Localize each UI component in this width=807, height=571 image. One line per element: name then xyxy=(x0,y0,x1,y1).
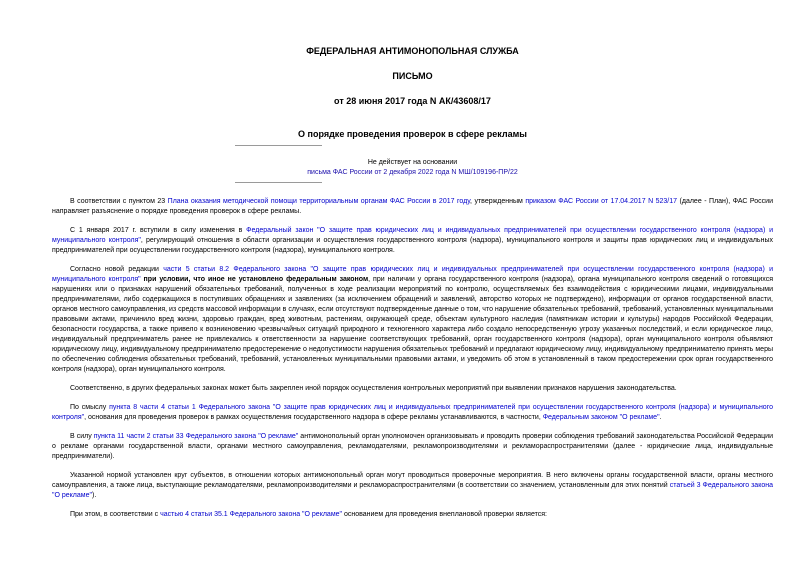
link-article3-advertising[interactable]: статьей 3 Федерального закона "О рекламе" xyxy=(52,482,773,499)
document-subject-title: О порядке проведения проверок в сфере рекламы xyxy=(298,129,527,139)
document-body xyxy=(52,197,773,520)
link-law-on-advertising[interactable]: Федеральным законом "О рекламе" xyxy=(542,414,660,421)
text: антимонопольный орган уполномочен организовывать и проводить проверки соблюдения требований законодательства Российской Федерации о рекламе органами государственной власти, органами местного самоуправления, рекламодателями, рекламопроизводителями и рекламораспространителями (далее - юридические лица, индивидуальные предприниматели). xyxy=(52,433,773,460)
paragraph-1 xyxy=(52,197,773,217)
text: Согласно новой редакции xyxy=(70,266,164,273)
paragraph-8 xyxy=(52,510,773,520)
text: , утвержденным xyxy=(470,198,526,205)
paragraph-3 xyxy=(52,265,773,375)
document-type-heading: ПИСЬМО xyxy=(392,71,433,81)
paragraph-5 xyxy=(52,403,773,423)
divider-bottom xyxy=(235,182,322,183)
bold-text: при условии, что иное не установлено федеральным законом xyxy=(140,276,369,283)
link-methodical-plan[interactable]: Плана оказания методической помощи территориальным органам ФАС России в 2017 году xyxy=(167,198,471,205)
status-notice-link[interactable]: письма ФАС России от 2 декабря 2022 года N МШ/109196-ПР/22 xyxy=(307,169,518,176)
text: С 1 января 2017 г. вступили в силу изменения в xyxy=(70,227,247,234)
link-federal-law-protection[interactable]: Федеральный закон "О защите прав юридических лиц и индивидуальных предпринимателей при осуществлении государственного контроля (надзора) и муниципального контроля" xyxy=(52,227,773,244)
text: ). xyxy=(91,492,97,499)
text: (далее - План), ФАС России направляет разъяснение о порядке проведения проверок в сфере рекламы. xyxy=(52,198,774,215)
divider-top xyxy=(235,145,322,146)
agency-heading: ФЕДЕРАЛЬНАЯ АНТИМОНОПОЛЬНАЯ СЛУЖБА xyxy=(306,46,519,56)
text: , при наличии у органа государственного контроля (надзора), органа муниципального контроля сведений о готовящихся нарушениях или о признаках нарушений обязательных требований, полученных в ходе реализации мероприятий по контролю, осуществляемых без взаимодействия с юридическими лицами, индивидуальными предпринимателями, либо содержащихся в поступивших обращениях и заявлениях (за исключением обращений и заявлений, авторство которых не подтверждено), информации от органов государственной власти, органов местного самоуправления, из средств массовой информации в случаях, если отсутствуют подтвержденные данные о том, что нарушение обязательных требований, требований, установленных муниципальными правовыми актами, причинило вред жизни, здоровью граждан, вред животным, растениям, окружающей среде, объектам культурного наследия (памятникам истории и культуры) народов Российской Федерации, безопасности государства, а также привело к возникновению чрезвычайных ситуаций природного и техногенного характера либо создало непосредственную угрозу указанных последствий, и если юридическое лицо, индивидуальный предприниматель ранее не привлекались к ответственности за нарушение соответствующих требований, орган государственного контроля (надзора), орган муниципального контроля объявляют юридическому лицу, индивидуальному предпринимателю предостережение о недопустимости нарушения обязательных требований и предлагают юридическому лицу, индивидуальному предпринимателю принять меры по обеспечению соблюдения обязательных требований, требований, установленных муниципальными правовыми актами, и уведомить об этом в установленный в таком предостережении срок орган государственного контроля (надзора), орган муниципального контроля. xyxy=(52,276,773,373)
text: В силу xyxy=(70,433,94,440)
link-item8-part4-art1[interactable]: пункта 8 части 4 статьи 1 Федерального закона "О защите прав юридических лиц и индивидуальных предпринимателей при осуществлении государственного контроля (надзора) и муниципального контроля" xyxy=(52,404,773,421)
paragraph-4 xyxy=(52,384,773,394)
paragraph-6 xyxy=(52,432,773,462)
link-order-523[interactable]: приказом ФАС России от 17.04.2017 N 523/17 xyxy=(525,198,678,205)
text: . xyxy=(659,414,662,421)
text: При этом, в соответствии с xyxy=(70,511,161,518)
paragraph-2 xyxy=(52,226,773,256)
text: По смыслу xyxy=(70,404,110,411)
text: , основания для проведения проверок в рамках осуществления государственного надзора в сфере рекламы устанавливаются, в частности, xyxy=(84,414,543,421)
status-notice-text: Не действует на основании xyxy=(367,159,458,166)
link-item11-part2-art33[interactable]: пункта 11 части 2 статьи 33 Федерального закона "О рекламе" xyxy=(93,433,299,440)
paragraph-7 xyxy=(52,471,773,501)
status-notice xyxy=(52,158,773,178)
document-date-number: от 28 июня 2017 года N АК/43608/17 xyxy=(334,96,491,106)
text: Указанной нормой установлен круг субъектов, в отношении которых антимонопольный орган могут проводиться проверочные мероприятия. В него включены органы государственной власти, органы местного самоуправления, а также лица, выступающие рекламодателями, рекламопроизводителями и рекламораспространителями (в соответствии со значением, установленным для этих понятий xyxy=(52,472,773,489)
text: Соответственно, в других федеральных законах может быть закреплен иной порядок осуществления контрольных мероприятий при выявлении признаков нарушения законодательства. xyxy=(70,385,677,392)
text: , регулирующий отношения в области организации и осуществления государственного контроля (надзора), муниципального контроля и защиты прав юридических лиц и индивидуальных предпринимателей при осуществлении государственного контроля (надзора), муниципального контроля. xyxy=(52,237,773,254)
text: В соответствии с пунктом 23 xyxy=(70,198,168,205)
link-part4-art35-1[interactable]: частью 4 статьи 35.1 Федерального закона "О рекламе" xyxy=(160,511,343,518)
text: основанием для проведения внеплановой проверки является: xyxy=(342,511,547,518)
link-part5-art8-2[interactable]: части 5 статьи 8.2 Федерального закона "О защите прав юридических лиц и индивидуальных предпринимателей при осуществлении государственного контроля (надзора) и муниципального контроля" xyxy=(52,266,773,283)
